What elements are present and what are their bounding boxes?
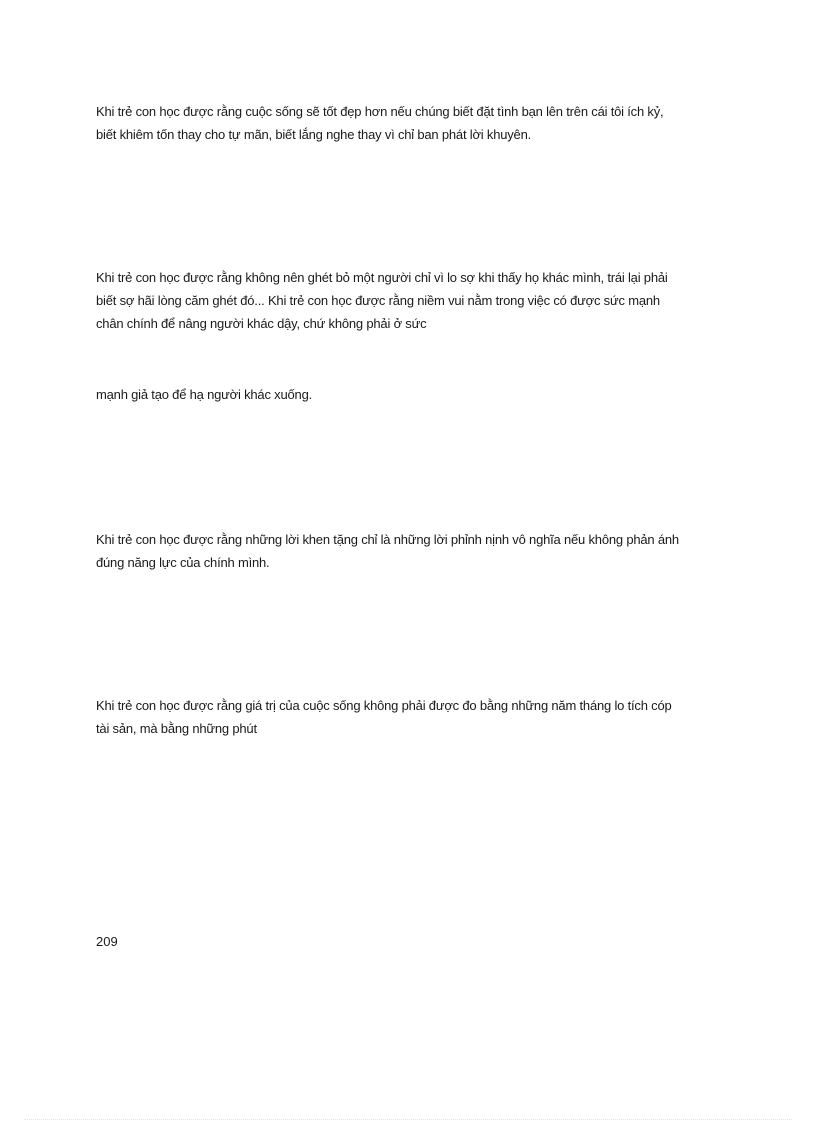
text-line: biết khiêm tốn thay cho tự mãn, biết lắng nghe thay vì chỉ ban phát lời khuyên. (96, 127, 532, 142)
text-line: tài sản, mà bằng những phút (96, 721, 257, 736)
paragraph-value-of-life (96, 694, 726, 740)
page-number: 209 (96, 934, 118, 949)
text-line: Khi trẻ con học được rằng không nên ghét bỏ một người chỉ vì lo sợ khi thấy họ khác mình, trái lại phải (96, 270, 668, 285)
paragraph-praise (96, 528, 726, 574)
page-bottom-divider (24, 1119, 792, 1120)
text-line: Khi trẻ con học được rằng giá trị của cuộc sống không phải được đo bằng những năm tháng lo tích cóp (96, 698, 672, 713)
text-line: biết sợ hãi lòng căm ghét đó... Khi trẻ con học được rằng niềm vui nằm trong việc có được sức mạnh (96, 293, 660, 308)
text-line: mạnh giả tạo để hạ người khác xuống. (96, 387, 313, 402)
text-line: Khi trẻ con học được rằng những lời khen tặng chỉ là những lời phỉnh nịnh vô nghĩa nếu không phản ánh (96, 532, 679, 547)
paragraph-false-strength (96, 383, 726, 406)
text-line: Khi trẻ con học được rằng cuộc sống sẽ tốt đẹp hơn nếu chúng biết đặt tình bạn lên trên cái tôi ích kỷ, (96, 104, 664, 119)
paragraph-friendship (96, 100, 726, 146)
paragraph-hatred (96, 266, 726, 335)
text-line: đúng năng lực của chính mình. (96, 555, 270, 570)
text-line: chân chính để nâng người khác dậy, chứ không phải ở sức (96, 316, 427, 331)
